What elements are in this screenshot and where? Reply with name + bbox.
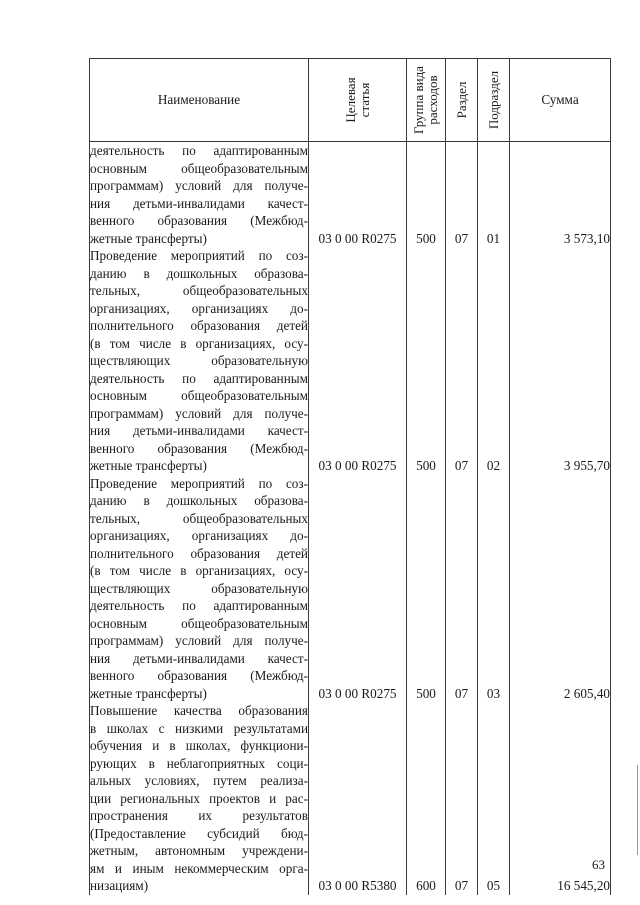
- row-name-line: жетным, автономным учреждени-: [90, 843, 308, 858]
- row-subsection: 05: [478, 702, 510, 895]
- row-expense-group: 500: [407, 142, 446, 248]
- table-row: [90, 702, 611, 895]
- row-name-line: венного образования (Межбюд-: [90, 440, 308, 456]
- row-name-line: ния детьми-инвалидами качест-: [90, 195, 308, 211]
- row-target-article: 03 0 00 R5380: [309, 702, 407, 895]
- row-section: 07: [446, 247, 478, 475]
- header-expense-group-text: Группа вида расходов: [411, 66, 440, 134]
- row-sum: 16 545,20: [510, 702, 611, 895]
- header-target-article: [309, 59, 407, 142]
- row-name-line: деятельность по адаптированным: [90, 370, 308, 386]
- row-name-line: тельных, общеобразовательных: [90, 283, 308, 298]
- row-name-line: тельных, общеобразовательных: [90, 510, 308, 526]
- row-name-line: жетные трансферты): [90, 458, 207, 473]
- row-sum: 2 605,40: [510, 475, 611, 703]
- row-section: 07: [446, 142, 478, 248]
- header-section: [446, 59, 478, 142]
- row-name-line: деятельность по адаптированным: [90, 143, 308, 158]
- table-row: [90, 475, 611, 703]
- row-expense-group: 600: [407, 702, 446, 895]
- row-name-line: рующих в неблагоприятных соци-: [90, 755, 308, 771]
- row-target-article: 03 0 00 R0275: [309, 142, 407, 248]
- row-name-line: жетные трансферты): [90, 685, 207, 701]
- row-name-line: низациям): [90, 878, 149, 893]
- row-name-line: венного образования (Межбюд-: [90, 668, 308, 683]
- row-name-line: (в том числе в организациях, осу-: [90, 563, 308, 578]
- page-number: 63: [592, 857, 605, 872]
- row-name-line: жетные трансферты): [90, 230, 207, 246]
- row-name-line: альных условиях, путем реализа-: [90, 773, 308, 788]
- row-name-line: деятельность по адаптированным: [90, 598, 308, 613]
- row-name-line: ния детьми-инвалидами качест-: [90, 650, 308, 666]
- table-row: [90, 142, 611, 248]
- row-name-line: основным общеобразовательным: [90, 388, 308, 403]
- row-name-line: основным общеобразовательным: [90, 160, 308, 176]
- row-name-line: венного образования (Межбюд-: [90, 213, 308, 228]
- row-name-line: ям и иным некоммерческим орга-: [90, 860, 308, 876]
- table-header-row: [90, 59, 611, 142]
- row-name-line: данию в дошкольных образова-: [90, 265, 308, 281]
- header-expense-group: [407, 59, 446, 142]
- row-subsection: 01: [478, 142, 510, 248]
- header-sum: Сумма: [510, 59, 611, 142]
- row-name-line: основным общеобразовательным: [90, 615, 308, 631]
- row-name-cell: [90, 142, 309, 248]
- row-name-line: Повышение качества образования: [90, 703, 308, 718]
- row-name-line: организациях, организациях до-: [90, 528, 308, 543]
- header-subsection-text: Подраздел: [485, 70, 501, 130]
- row-section: 07: [446, 702, 478, 895]
- row-name-line: ществляющих образовательную: [90, 353, 308, 368]
- row-name-line: обучения и в школах, функциони-: [90, 738, 308, 753]
- row-name-line: организациях, организациях до-: [90, 300, 308, 316]
- header-target-article-text: Целевая статья: [342, 77, 372, 123]
- budget-table: [89, 58, 611, 895]
- row-name-line: в школах с низкими результатами: [90, 720, 308, 736]
- row-section: 07: [446, 475, 478, 703]
- row-name-line: ния детьми-инвалидами качест-: [90, 423, 308, 438]
- row-name-line: данию в дошкольных образова-: [90, 493, 308, 508]
- row-name-cell: [90, 475, 309, 703]
- row-name-cell: [90, 702, 309, 895]
- row-name-line: программам) условий для получе-: [90, 405, 308, 421]
- row-name-line: полнительного образования детей: [90, 545, 308, 561]
- row-name-line: программам) условий для получе-: [90, 633, 308, 648]
- row-target-article: 03 0 00 R0275: [309, 475, 407, 703]
- row-sum: 3 573,10: [510, 142, 611, 248]
- table-row: [90, 247, 611, 475]
- row-name-line: ции региональных проектов и рас-: [90, 790, 308, 806]
- row-subsection: 02: [478, 247, 510, 475]
- header-subsection: [478, 59, 510, 142]
- row-name-line: программам) условий для получе-: [90, 178, 308, 193]
- row-name-line: Проведение мероприятий по соз-: [90, 475, 308, 491]
- row-sum: 3 955,70: [510, 247, 611, 475]
- row-expense-group: 500: [407, 475, 446, 703]
- row-expense-group: 500: [407, 247, 446, 475]
- row-target-article: 03 0 00 R0275: [309, 247, 407, 475]
- header-name: Наименование: [90, 59, 309, 142]
- row-name-line: (Предоставление субсидий бюд-: [90, 825, 308, 841]
- row-subsection: 03: [478, 475, 510, 703]
- page-edge-line: [637, 765, 638, 855]
- row-name-line: полнительного образования детей: [90, 318, 308, 333]
- row-name-cell: [90, 247, 309, 475]
- row-name-line: (в том числе в организациях, осу-: [90, 335, 308, 351]
- row-name-line: ществляющих образовательную: [90, 580, 308, 596]
- row-name-line: пространения их результатов: [90, 808, 308, 823]
- row-name-line: Проведение мероприятий по соз-: [90, 248, 308, 263]
- header-section-text: Раздел: [453, 81, 469, 119]
